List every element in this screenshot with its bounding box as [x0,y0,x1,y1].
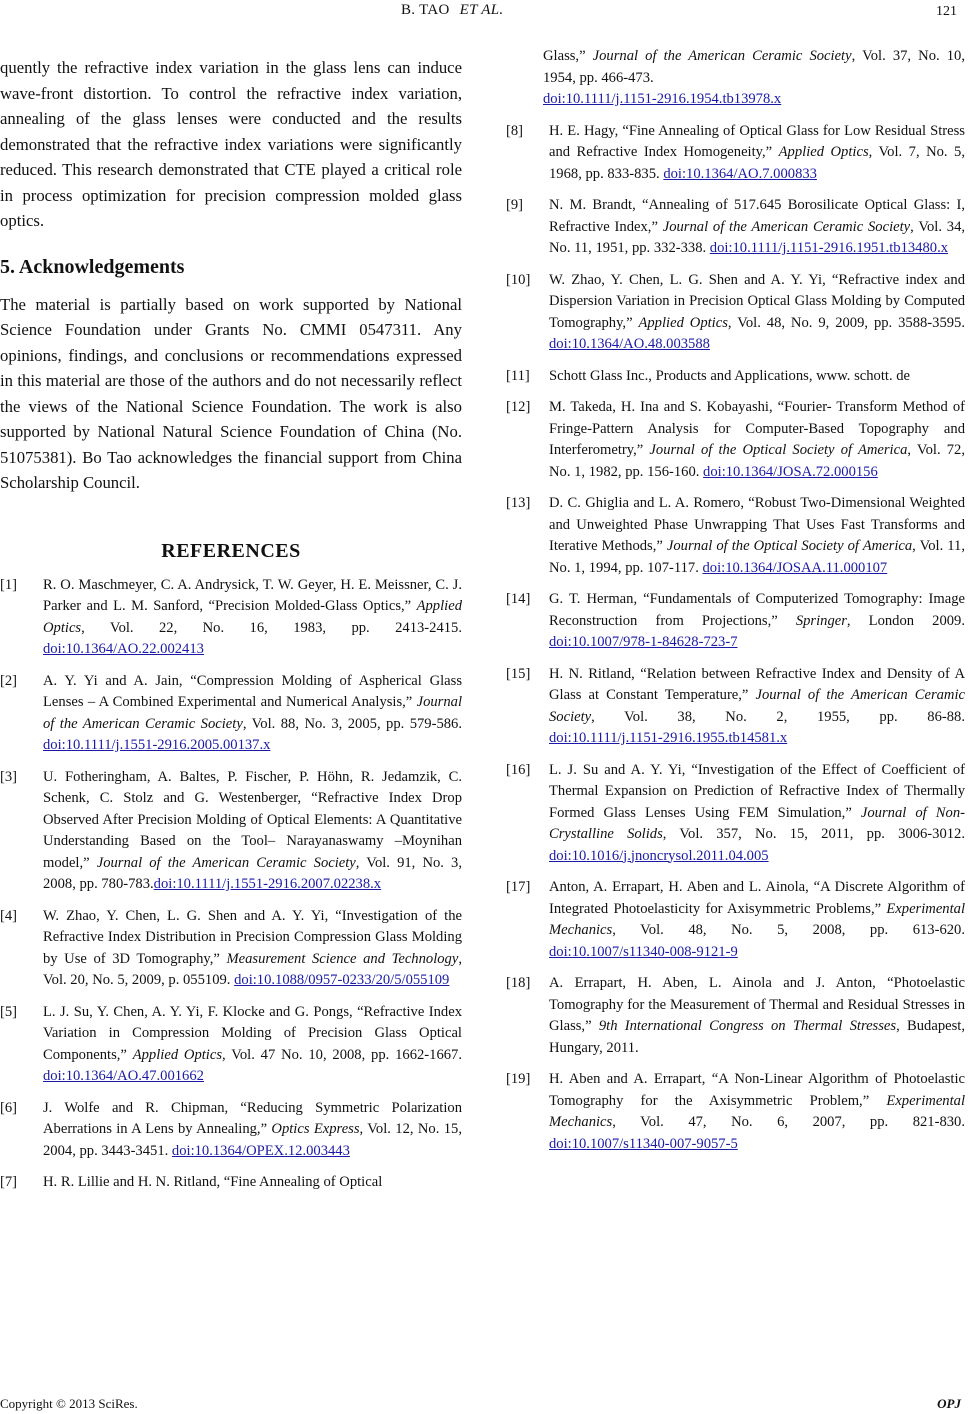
reference-journal: Measurement Science and Technology [226,950,459,967]
reference-number: [6] [0,1099,18,1116]
reference-body [43,575,462,661]
reference-journal: Applied Optics [43,598,462,636]
conclusion-paragraph: quently the refractive index variation in the glass lens can induce wave-front distortion. To control the refractive index variation, annealing of the glass lenses were conducted and the results demonstrated that the refractive index variations were significantly reduced. This research demonstrated that CTE played a critical role in process optimization for precision compression molded glass optics. [0,58,462,230]
reference-text: , Vol. 20, No. 5, 2009, p. 055109. [43,950,462,988]
reference-number: [13] [506,495,531,511]
reference-body [549,270,965,356]
reference-text: G. T. Herman, “Fundamentals of Computerized Tomography: Image Reconstruction from Projections,” [549,591,965,629]
reference-number: [10] [506,271,531,288]
doi-link[interactable]: doi:10.1364/JOSA.72.000156 [703,463,878,480]
reference-item [0,906,462,992]
reference-body [43,1002,462,1088]
reference-text: , Vol. 38, No. 2, 1955, pp. 86-88. [591,708,965,725]
reference-number: [16] [506,761,531,778]
reference-item [506,973,965,1059]
reference-text: J. Wolfe and R. Chipman, “Reducing Symmetric Polarization Aberrations in A Lens by Annealing,” [43,1099,462,1137]
reference-text: , Vol. 12, No. 15, 2004, pp. 3443-3451. [43,1121,462,1159]
reference-item [506,366,965,388]
reference-number: [18] [506,975,531,991]
reference-item [506,760,965,868]
doi-link[interactable]: doi:10.1088/0957-0233/20/5/055109 [234,972,450,988]
reference-number: [14] [506,591,531,607]
reference-7-continued [543,46,965,111]
reference-text: W. Zhao, Y. Chen, L. G. Shen and A. Y. Yi, “Investigation of the Refractive Index Distribution in Precision Compression Glass Molding by Use of 3D Tomography,” [43,907,462,967]
reference-text: , Vol. 357, No. 15, 2011, pp. 3006-3012. [662,826,965,842]
reference-text: , Vol. 48, No. 5, 2008, pp. 613-620. [612,922,965,938]
reference-journal: Experimental Mechanics [549,900,965,938]
running-head-authors: B. TAO [401,2,450,18]
reference-body [43,1098,462,1163]
reference-number: [12] [506,399,531,415]
reference-text: Schott Glass Inc., Products and Applications, www. schott. de [549,367,911,384]
reference-text: , Vol. 48, No. 9, 2009, pp. 3588-3595. [727,314,965,331]
doi-link[interactable]: doi:10.1111/j.1551-2916.2007.02238.x [153,876,382,892]
reference-item [506,121,965,186]
reference-journal: Applied Optics [638,314,728,331]
reference-text: Anton, A. Errapart, H. Aben and L. Ainola, “A Discrete Algorithm of Integrated Photoelasticity for Axisymmetric Problems,” [549,879,965,917]
reference-text: L. J. Su and A. Y. Yi, “Investigation of the Effect of Coefficient of Thermal Expansion on Prediction of Refractive Index of Thermally Formed Glass Lenses Using FEM Simulation,” [549,761,965,821]
reference-number: [5] [0,1003,18,1020]
reference-number: [2] [0,672,18,689]
reference-body [43,1172,462,1194]
running-head [401,2,503,19]
reference-body [549,589,965,654]
reference-journal: 9th International Congress on Thermal Stresses [598,1018,897,1034]
doi-link[interactable]: doi:10.1007/s11340-007-9057-5 [549,1135,738,1152]
running-head-et-al: ET AL. [459,2,504,18]
reference-text: , Vol. 34, No. 11, 1951, pp. 332-338. [549,218,966,256]
page-header [0,2,969,24]
reference-journal: Journal of the American Ceramic Society [43,694,462,732]
reference-item [0,1002,462,1088]
acknowledgements-heading: 5. Acknowledgements [0,255,185,278]
doi-link[interactable]: doi:10.1016/j.jnoncrysol.2011.04.005 [549,847,769,864]
reference-number: [1] [0,576,18,593]
doi-link[interactable]: doi:10.1364/JOSAA.11.000107 [702,559,888,576]
reference-item [0,767,462,896]
reference-body [549,1069,965,1155]
reference-journal: Journal of the American Ceramic Society [662,218,911,235]
reference-text: , Vol. 22, No. 16, 1983, pp. 2413-2415. [81,619,462,636]
reference-item [506,1069,965,1155]
reference-body [43,671,462,757]
reference-text: , Vol. 37, No. 10, 1954, pp. 466-473. [543,48,965,86]
doi-link[interactable]: doi:10.1364/AO.48.003588 [549,336,710,352]
doi-link[interactable]: doi:10.1364/AO.22.002413 [43,641,204,657]
references-heading: REFERENCES [161,539,301,562]
reference-number: [17] [506,879,531,895]
doi-link[interactable]: doi:10.1111/j.1151-2916.1954.tb13978.x [543,91,782,107]
reference-item [506,270,965,356]
reference-journal: Experimental Mechanics [549,1092,965,1130]
reference-number: [3] [0,768,18,785]
reference-text: Glass,” [543,48,593,64]
copyright-notice: Copyright © 2013 SciRes. [0,1396,138,1411]
doi-link[interactable]: doi:10.1111/j.1151-2916.1955.tb14581.x [549,730,788,746]
reference-number: [11] [506,367,530,384]
reference-text: , London 2009. [846,612,965,629]
acknowledgements-paragraph: The material is partially based on work supported by National Science Foundation under Grants No. CMMI 0547311. Any opinions, findings, and conclusions or recommendations expressed in this material are those of the authors and do not necessarily reflect the views of the National Science Foundation. The work is also supported by National Natural Science Foundation of China (No. 51075381). Bo Tao acknowledges the financial support from China Scholarship Council. [0,294,462,492]
reference-text: , Vol. 88, No. 3, 2005, pp. 579-586. [242,715,463,732]
reference-item [506,397,965,483]
reference-item [0,1172,462,1194]
doi-link[interactable]: doi:10.1364/OPEX.12.003443 [171,1142,350,1159]
reference-text: R. O. Maschmeyer, C. A. Andrysick, T. W. Geyer, H. E. Meissner, C. J. Parker and L. M. Sanford, “Precision Molded-Glass Optics,” [43,576,462,614]
reference-list-right [506,121,965,1156]
reference-number: [8] [506,122,524,139]
reference-body [549,973,965,1059]
reference-number: [19] [506,1071,531,1087]
reference-journal: Springer [795,612,847,629]
reference-item [506,195,965,260]
reference-body [549,121,965,186]
reference-list-left [0,575,462,1194]
reference-number: [4] [0,907,18,924]
reference-body [43,906,462,992]
reference-text: , Vol. 91, No. 3, 2008, pp. 780-783. [43,854,462,892]
reference-journal: Journal of the American Ceramic Society [592,48,852,64]
reference-text: H. E. Hagy, “Fine Annealing of Optical Glass for Low Residual Stress and Refractive Index Homogeneity,” [549,122,965,160]
reference-journal: Applied Optics [132,1046,223,1063]
doi-link[interactable]: doi:10.1007/s11340-008-9121-9 [549,943,738,960]
reference-text: , Vol. 47 No. 10, 2008, pp. 1662-1667. [222,1046,462,1063]
reference-journal: Journal of the Optical Society of America [649,442,908,458]
reference-body [549,493,965,579]
reference-text: , Budapest, Hungary, 2011. [549,1018,965,1056]
reference-body [549,366,965,388]
reference-text: H. N. Ritland, “Relation between Refractive Index and Density of A Glass at Constant Temperature,” [549,665,965,703]
doi-link[interactable]: doi:10.1364/AO.47.001662 [43,1068,204,1084]
reference-item [506,664,965,750]
doi-link[interactable]: doi:10.1111/j.1551-2916.2005.00137.x [43,737,271,753]
reference-text: H. Aben and A. Errapart, “A Non-Linear Algorithm of Photoelastic Tomography for the Axisymmetric Problem,” [549,1071,965,1109]
reference-number: [7] [0,1174,18,1190]
reference-text: L. J. Su, Y. Chen, A. Y. Yi, F. Klocke and G. Pongs, “Refractive Index Variation in Compression Molding of Precision Glass Optical Components,” [43,1003,462,1063]
reference-body [549,195,965,260]
reference-text: , Vol. 47, No. 6, 2007, pp. 821-830. [612,1114,965,1130]
reference-item [0,671,462,757]
doi-link[interactable]: doi:10.1111/j.1151-2916.1951.tb13480.x [709,240,949,256]
reference-journal: Optics Express [271,1121,360,1137]
reference-body [549,760,965,868]
reference-journal: Journal of Non-Crystalline Solids [549,804,965,842]
reference-item [506,877,965,963]
left-column [0,55,462,1204]
reference-body [549,397,965,483]
reference-text: D. C. Ghiglia and L. A. Romero, “Robust Two-Dimensional Weighted and Unweighted Phase Unwrapping That Uses Fast Transforms and Iterative Methods,” [549,495,965,554]
reference-text: M. Takeda, H. Ina and S. Kobayashi, “Fourier- Transform Method of Fringe-Pattern Analysis for Computer-Based Topography and Interferometry,” [549,399,965,458]
reference-text: A. Y. Yi and A. Jain, “Compression Molding of Aspherical Glass Lenses – A Combined Experimental and Numerical Analysis,” [43,672,462,710]
reference-item [506,493,965,579]
reference-journal: Journal of the American Ceramic Society [549,687,965,725]
reference-item [0,1098,462,1163]
reference-journal: Applied Optics [778,144,869,160]
reference-number: [9] [506,197,524,213]
reference-body [549,664,965,750]
reference-number: [15] [506,665,531,682]
doi-link[interactable]: doi:10.1007/978-1-84628-723-7 [549,634,738,650]
doi-link[interactable]: doi:10.1364/AO.7.000833 [663,165,817,182]
reference-journal: Journal of the Optical Society of America [666,538,913,554]
reference-text: A. Errapart, H. Aben, L. Ainola and J. Anton, “Photoelastic Tomography for the Measurement of Thermal and Residual Stresses in Glass,” [549,975,965,1034]
right-column [506,46,965,1165]
page-number: 121 [936,4,957,19]
reference-text: , Vol. 72, No. 1, 1982, pp. 156-160. [549,442,965,480]
reference-item [0,575,462,661]
reference-text: W. Zhao, Y. Chen, L. G. Shen and A. Y. Yi, “Refractive index and Dispersion Variation in Precision Optical Glass Molding by Computed Tomography,” [549,271,965,331]
reference-journal: Journal of the American Ceramic Society [96,854,356,871]
reference-body [43,767,462,896]
reference-text: , Vol. 11, No. 1, 1994, pp. 107-117. [549,538,965,576]
reference-item [506,589,965,654]
reference-text: H. R. Lillie and H. N. Ritland, “Fine Annealing of Optical [43,1174,383,1190]
reference-body [549,877,965,963]
journal-abbreviation: OPJ [937,1396,961,1411]
reference-text: U. Fotheringham, A. Baltes, P. Fischer, P. Höhn, R. Jedamzik, C. Schenk, C. Stolz and G. Westenberger, “Refractive Index Drop Observed After Precision Molding of Optical Elements: A Quantitative Understanding Based on the Tool– Narayanaswamy –Moynihan model,” [43,768,462,871]
reference-text: , Vol. 7, No. 5, 1968, pp. 833-835. [549,144,965,182]
reference-text: N. M. Brandt, “Annealing of 517.645 Borosilicate Optical Glass: I, Refractive Index,” [549,197,965,235]
